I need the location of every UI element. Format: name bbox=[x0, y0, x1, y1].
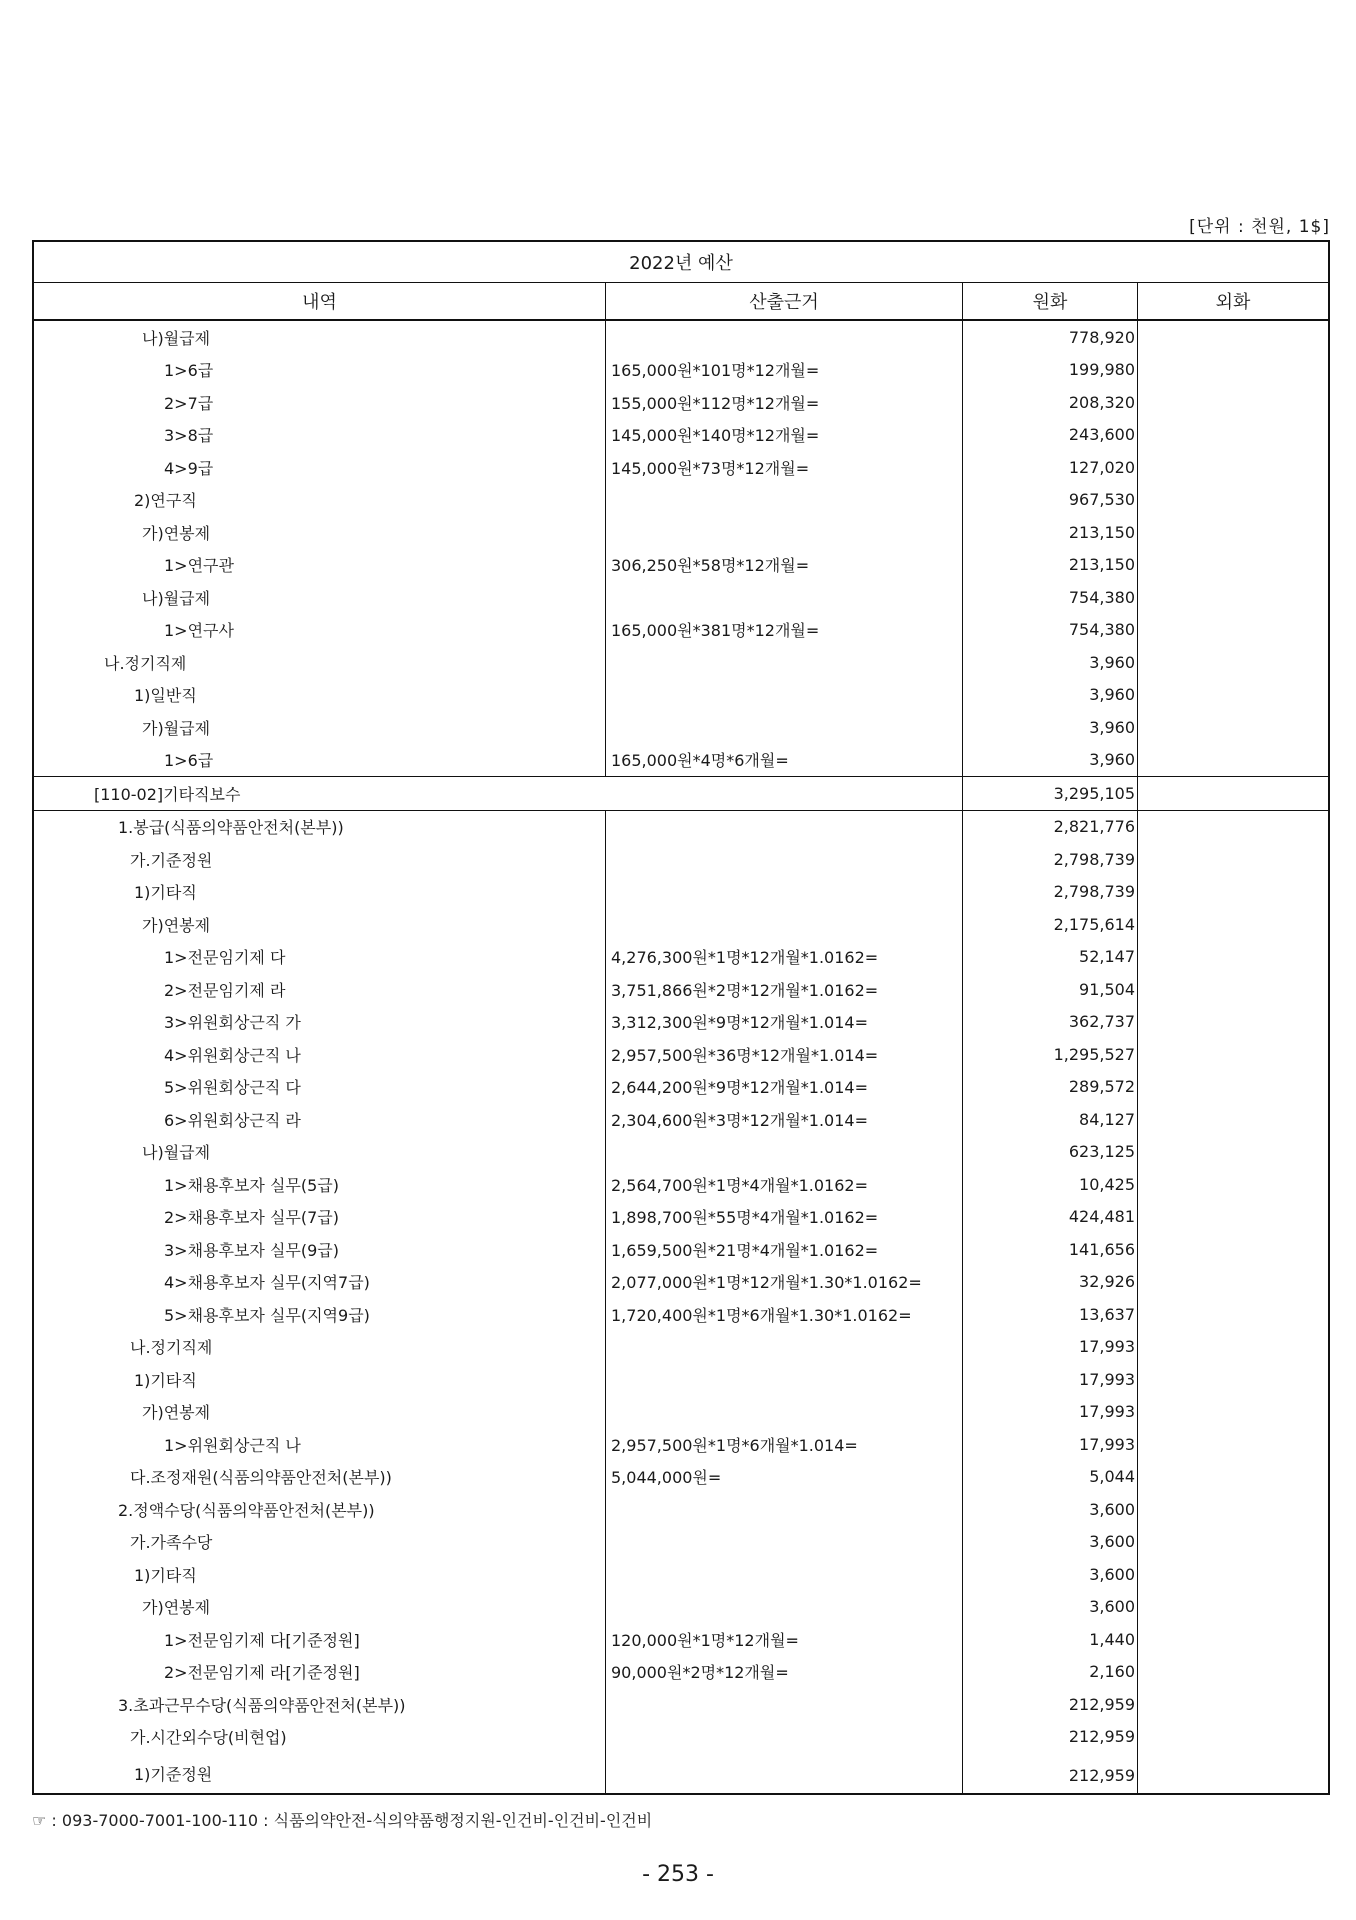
row-description: 가.가족수당 bbox=[130, 1533, 213, 1553]
table-row bbox=[34, 876, 1328, 909]
row-description: 2>7급 bbox=[164, 393, 214, 413]
row-description: 가)연봉제 bbox=[142, 915, 211, 935]
row-amount-krw: 199,980 bbox=[1068, 360, 1135, 380]
row-amount-krw: 91,504 bbox=[1079, 979, 1135, 999]
table-row bbox=[34, 1688, 1328, 1721]
row-amount-foreign bbox=[1137, 1526, 1328, 1559]
row-description: 3>위원회상근직 가 bbox=[164, 1013, 301, 1033]
row-description: 가)월급제 bbox=[142, 718, 211, 738]
table-row bbox=[34, 646, 1328, 679]
row-basis bbox=[605, 843, 962, 876]
row-basis bbox=[605, 1753, 962, 1793]
column-divider bbox=[1137, 777, 1138, 810]
row-amount-foreign bbox=[1137, 1363, 1328, 1396]
table-row bbox=[34, 614, 1328, 647]
table-row bbox=[34, 973, 1328, 1006]
row-basis bbox=[605, 811, 962, 844]
row-amount-foreign bbox=[1137, 419, 1328, 452]
row-amount-foreign bbox=[1137, 908, 1328, 941]
column-divider bbox=[962, 811, 963, 1794]
row-amount-foreign bbox=[1137, 1071, 1328, 1104]
unit-label: [단위 : 천원, 1$] bbox=[1189, 217, 1330, 237]
row-amount-krw: 17,993 bbox=[1079, 1434, 1135, 1454]
row-amount-krw: 623,125 bbox=[1068, 1142, 1135, 1162]
row-amount-krw: 127,020 bbox=[1068, 457, 1135, 477]
table-row bbox=[34, 843, 1328, 876]
row-amount-foreign bbox=[1137, 581, 1328, 614]
row-basis: 145,000원*73명*12개월= bbox=[611, 458, 810, 478]
row-amount-foreign bbox=[1137, 1558, 1328, 1591]
table-row bbox=[34, 777, 1328, 810]
row-description: 1>전문임기제 다[기준정원] bbox=[164, 1630, 360, 1650]
row-description: 1)일반직 bbox=[134, 686, 197, 706]
row-amount-krw: 32,926 bbox=[1079, 1272, 1135, 1292]
row-amount-foreign bbox=[1137, 1006, 1328, 1039]
row-description: 1)기준정원 bbox=[134, 1765, 213, 1784]
row-amount-foreign bbox=[1137, 711, 1328, 744]
row-amount-krw: 213,150 bbox=[1068, 522, 1135, 542]
row-basis: 165,000원*4명*6개월= bbox=[611, 751, 789, 771]
row-description: 1>위원회상근직 나 bbox=[164, 1435, 301, 1455]
row-amount-krw: 84,127 bbox=[1079, 1109, 1135, 1129]
row-basis: 2,957,500원*1명*6개월*1.014= bbox=[611, 1435, 858, 1455]
row-description: 5>채용후보자 실무(지역9급) bbox=[164, 1305, 370, 1325]
row-description: 2)연구직 bbox=[134, 491, 197, 511]
row-amount-krw: 1,440 bbox=[1089, 1629, 1135, 1649]
row-basis: 90,000원*2명*12개월= bbox=[611, 1663, 789, 1683]
row-amount-krw: 3,600 bbox=[1089, 1564, 1135, 1584]
row-amount-foreign bbox=[1137, 1753, 1328, 1793]
table-row bbox=[34, 1136, 1328, 1169]
row-description: [110-02]기타직보수 bbox=[94, 784, 241, 804]
row-description: 2>채용후보자 실무(7급) bbox=[164, 1208, 339, 1228]
row-amount-foreign bbox=[1137, 1201, 1328, 1234]
row-amount-krw: 208,320 bbox=[1068, 392, 1135, 412]
row-amount-foreign bbox=[1137, 679, 1328, 712]
row-amount-foreign bbox=[1137, 1136, 1328, 1169]
row-amount-foreign bbox=[1137, 646, 1328, 679]
row-basis bbox=[605, 679, 962, 712]
table-row bbox=[34, 1331, 1328, 1364]
row-amount-foreign bbox=[1137, 1168, 1328, 1201]
row-amount-krw: 2,160 bbox=[1089, 1662, 1135, 1682]
row-basis: 165,000원*101명*12개월= bbox=[611, 361, 820, 381]
row-basis: 1,898,700원*55명*4개월*1.0162= bbox=[611, 1208, 879, 1228]
row-basis: 3,751,866원*2명*12개월*1.0162= bbox=[611, 980, 879, 1000]
table-row bbox=[34, 1006, 1328, 1039]
table-row bbox=[34, 581, 1328, 614]
header-krw: 원화 bbox=[962, 283, 1137, 319]
table-row bbox=[34, 1753, 1328, 1793]
row-amount-foreign bbox=[1137, 1591, 1328, 1624]
table-row bbox=[34, 1298, 1328, 1331]
table-row bbox=[34, 941, 1328, 974]
row-amount-foreign bbox=[1137, 777, 1328, 810]
row-description: 1)기타직 bbox=[134, 1370, 197, 1390]
row-amount-krw: 3,960 bbox=[1089, 717, 1135, 737]
row-amount-foreign bbox=[1137, 1331, 1328, 1364]
row-amount-krw: 13,637 bbox=[1079, 1304, 1135, 1324]
row-amount-krw: 2,821,776 bbox=[1053, 817, 1135, 837]
row-amount-foreign bbox=[1137, 1233, 1328, 1266]
row-basis bbox=[605, 1136, 962, 1169]
row-amount-krw: 754,380 bbox=[1068, 620, 1135, 640]
row-amount-foreign bbox=[1137, 744, 1328, 777]
row-description: 1)기타직 bbox=[134, 883, 197, 903]
row-amount-foreign bbox=[1137, 1656, 1328, 1689]
header-basis: 산출근거 bbox=[605, 283, 962, 319]
row-amount-foreign bbox=[1137, 811, 1328, 844]
column-divider bbox=[605, 811, 606, 1794]
row-description: 1>연구관 bbox=[164, 556, 234, 576]
row-description: 가.기준정원 bbox=[130, 850, 213, 870]
row-basis: 2,644,200원*9명*12개월*1.014= bbox=[611, 1078, 869, 1098]
table-row bbox=[34, 1363, 1328, 1396]
row-amount-foreign bbox=[1137, 1298, 1328, 1331]
row-description: 2>전문임기제 라[기준정원] bbox=[164, 1663, 360, 1683]
table-section bbox=[34, 321, 1328, 776]
row-description: 3>8급 bbox=[164, 426, 214, 446]
row-description: 가.시간외수당(비현업) bbox=[130, 1728, 287, 1748]
table-row bbox=[34, 1558, 1328, 1591]
row-amount-krw: 778,920 bbox=[1068, 327, 1135, 347]
table-section bbox=[34, 810, 1328, 1794]
row-amount-krw: 213,150 bbox=[1068, 555, 1135, 575]
table-body bbox=[34, 321, 1328, 1793]
row-amount-krw: 967,530 bbox=[1068, 490, 1135, 510]
row-description: 1>전문임기제 다 bbox=[164, 948, 286, 968]
table-row bbox=[34, 1591, 1328, 1624]
table-row bbox=[34, 1623, 1328, 1656]
table-row bbox=[34, 1071, 1328, 1104]
row-amount-foreign bbox=[1137, 1266, 1328, 1299]
row-amount-krw: 3,600 bbox=[1089, 1499, 1135, 1519]
table-row bbox=[34, 1656, 1328, 1689]
row-amount-krw: 3,600 bbox=[1089, 1597, 1135, 1617]
row-amount-krw: 2,175,614 bbox=[1053, 914, 1135, 934]
row-amount-foreign bbox=[1137, 549, 1328, 582]
row-amount-krw: 17,993 bbox=[1079, 1402, 1135, 1422]
table-row bbox=[34, 549, 1328, 582]
row-amount-foreign bbox=[1137, 1103, 1328, 1136]
row-basis bbox=[605, 711, 962, 744]
row-amount-krw: 3,960 bbox=[1089, 750, 1135, 770]
row-basis bbox=[605, 908, 962, 941]
table-row bbox=[34, 451, 1328, 484]
row-amount-krw: 3,960 bbox=[1089, 652, 1135, 672]
table-row bbox=[34, 386, 1328, 419]
row-amount-krw: 2,798,739 bbox=[1053, 849, 1135, 869]
table-header bbox=[34, 283, 1328, 321]
row-description: 1)기타직 bbox=[134, 1565, 197, 1585]
row-basis bbox=[605, 646, 962, 679]
row-basis: 1,659,500원*21명*4개월*1.0162= bbox=[611, 1240, 879, 1260]
row-basis: 5,044,000원= bbox=[611, 1468, 722, 1488]
row-amount-krw: 3,600 bbox=[1089, 1532, 1135, 1552]
table-row bbox=[34, 354, 1328, 387]
row-description: 나.정기직제 bbox=[104, 653, 187, 673]
table-row bbox=[34, 811, 1328, 844]
row-amount-krw: 212,959 bbox=[1068, 1727, 1135, 1747]
row-amount-krw: 424,481 bbox=[1068, 1207, 1135, 1227]
table-row bbox=[34, 1233, 1328, 1266]
row-amount-krw: 5,044 bbox=[1089, 1467, 1135, 1487]
row-amount-foreign bbox=[1137, 1493, 1328, 1526]
row-description: 6>위원회상근직 라 bbox=[164, 1110, 301, 1130]
row-description: 나)월급제 bbox=[142, 328, 211, 348]
row-amount-foreign bbox=[1137, 876, 1328, 909]
table-row bbox=[34, 321, 1328, 354]
row-basis: 2,304,600원*3명*12개월*1.014= bbox=[611, 1110, 869, 1130]
row-amount-foreign bbox=[1137, 386, 1328, 419]
row-basis bbox=[605, 1591, 962, 1624]
row-amount-krw: 3,960 bbox=[1089, 685, 1135, 705]
row-basis bbox=[605, 1558, 962, 1591]
row-amount-krw: 212,959 bbox=[1068, 1766, 1135, 1785]
row-amount-krw: 3,295,105 bbox=[1053, 783, 1135, 803]
row-description: 1>6급 bbox=[164, 751, 214, 771]
row-amount-krw: 10,425 bbox=[1079, 1174, 1135, 1194]
table-row bbox=[34, 1526, 1328, 1559]
column-divider bbox=[962, 777, 963, 810]
page-number: - 253 - bbox=[642, 1862, 714, 1887]
row-amount-krw: 362,737 bbox=[1068, 1012, 1135, 1032]
row-amount-foreign bbox=[1137, 484, 1328, 517]
row-amount-foreign bbox=[1137, 1428, 1328, 1461]
table-row bbox=[34, 1428, 1328, 1461]
row-description: 3>채용후보자 실무(9급) bbox=[164, 1240, 339, 1260]
row-description: 4>채용후보자 실무(지역7급) bbox=[164, 1273, 370, 1293]
row-amount-foreign bbox=[1137, 973, 1328, 1006]
row-description: 가)연봉제 bbox=[142, 1403, 211, 1423]
row-amount-foreign bbox=[1137, 1038, 1328, 1071]
row-basis: 3,312,300원*9명*12개월*1.014= bbox=[611, 1013, 869, 1033]
row-amount-foreign bbox=[1137, 843, 1328, 876]
table-row bbox=[34, 1396, 1328, 1429]
row-description: 나)월급제 bbox=[142, 1143, 211, 1163]
row-basis: 2,564,700원*1명*4개월*1.0162= bbox=[611, 1175, 869, 1195]
row-basis: 2,957,500원*36명*12개월*1.014= bbox=[611, 1045, 879, 1065]
row-amount-foreign bbox=[1137, 451, 1328, 484]
row-amount-foreign bbox=[1137, 1721, 1328, 1754]
table-title: 2022년 예산 bbox=[34, 242, 1328, 283]
row-amount-foreign bbox=[1137, 354, 1328, 387]
row-description: 1>6급 bbox=[164, 361, 214, 381]
table-row bbox=[34, 419, 1328, 452]
header-description: 내역 bbox=[302, 292, 337, 313]
row-basis bbox=[605, 484, 962, 517]
row-amount-krw: 2,798,739 bbox=[1053, 882, 1135, 902]
row-description: 나)월급제 bbox=[142, 588, 211, 608]
table-row bbox=[34, 1721, 1328, 1754]
row-basis: 165,000원*381명*12개월= bbox=[611, 621, 820, 641]
row-basis bbox=[605, 876, 962, 909]
row-description: 1>연구사 bbox=[164, 621, 234, 641]
row-amount-foreign bbox=[1137, 1396, 1328, 1429]
row-description: 5>위원회상근직 다 bbox=[164, 1078, 301, 1098]
row-amount-krw: 1,295,527 bbox=[1053, 1044, 1135, 1064]
row-description: 3.초과근무수당(식품의약품안전처(본부)) bbox=[118, 1695, 406, 1715]
row-amount-krw: 141,656 bbox=[1068, 1239, 1135, 1259]
row-basis bbox=[605, 777, 962, 810]
row-basis: 120,000원*1명*12개월= bbox=[611, 1630, 799, 1650]
row-amount-krw: 17,993 bbox=[1079, 1337, 1135, 1357]
row-amount-foreign bbox=[1137, 1623, 1328, 1656]
row-basis bbox=[605, 1396, 962, 1429]
row-basis: 1,720,400원*1명*6개월*1.30*1.0162= bbox=[611, 1305, 912, 1325]
row-amount-krw: 289,572 bbox=[1068, 1077, 1135, 1097]
table-row bbox=[34, 744, 1328, 777]
row-basis bbox=[605, 1331, 962, 1364]
column-divider bbox=[1137, 811, 1138, 1794]
row-basis: 145,000원*140명*12개월= bbox=[611, 426, 820, 446]
row-amount-krw: 17,993 bbox=[1079, 1369, 1135, 1389]
header-foreign: 외화 bbox=[1137, 283, 1328, 319]
row-amount-foreign bbox=[1137, 614, 1328, 647]
row-basis bbox=[605, 581, 962, 614]
table-row bbox=[34, 711, 1328, 744]
row-basis: 4,276,300원*1명*12개월*1.0162= bbox=[611, 948, 879, 968]
row-amount-foreign bbox=[1137, 1688, 1328, 1721]
table-row bbox=[34, 516, 1328, 549]
row-description: 1>채용후보자 실무(5급) bbox=[164, 1175, 339, 1195]
row-basis bbox=[605, 1526, 962, 1559]
table-row bbox=[34, 1266, 1328, 1299]
row-basis: 2,077,000원*1명*12개월*1.30*1.0162= bbox=[611, 1273, 922, 1293]
table-row bbox=[34, 1038, 1328, 1071]
row-description: 가)연봉제 bbox=[142, 523, 211, 543]
row-description: 1.봉급(식품의약품안전처(본부)) bbox=[118, 818, 344, 838]
row-amount-krw: 243,600 bbox=[1068, 425, 1135, 445]
row-description: 가)연봉제 bbox=[142, 1598, 211, 1618]
row-basis bbox=[605, 1688, 962, 1721]
table-row bbox=[34, 484, 1328, 517]
row-basis bbox=[605, 516, 962, 549]
table-section bbox=[34, 776, 1328, 810]
row-amount-krw: 754,380 bbox=[1068, 587, 1135, 607]
row-amount-krw: 212,959 bbox=[1068, 1694, 1135, 1714]
row-description: 4>위원회상근직 나 bbox=[164, 1045, 301, 1065]
row-amount-foreign bbox=[1137, 1461, 1328, 1494]
footer-note: ☞ : 093-7000-7001-100-110 : 식품의약안전-식의약품행정지원-인건비-인건비-인건비 bbox=[32, 1811, 653, 1830]
column-divider bbox=[1137, 321, 1138, 776]
table-row bbox=[34, 1168, 1328, 1201]
column-divider bbox=[962, 321, 963, 776]
row-amount-foreign bbox=[1137, 941, 1328, 974]
table-row bbox=[34, 1201, 1328, 1234]
row-basis: 306,250원*58명*12개월= bbox=[611, 556, 810, 576]
row-amount-foreign bbox=[1137, 321, 1328, 354]
row-basis: 155,000원*112명*12개월= bbox=[611, 393, 820, 413]
row-description: 2.정액수당(식품의약품안전처(본부)) bbox=[118, 1500, 375, 1520]
row-basis bbox=[605, 1721, 962, 1754]
row-description: 4>9급 bbox=[164, 458, 214, 478]
row-amount-krw: 52,147 bbox=[1079, 947, 1135, 967]
table-row bbox=[34, 908, 1328, 941]
table-row bbox=[34, 1103, 1328, 1136]
table-row bbox=[34, 679, 1328, 712]
row-basis bbox=[605, 1363, 962, 1396]
row-basis bbox=[605, 321, 962, 354]
row-amount-foreign bbox=[1137, 516, 1328, 549]
budget-table bbox=[32, 240, 1330, 1795]
row-description: 2>전문임기제 라 bbox=[164, 980, 286, 1000]
row-description: 다.조정재원(식품의약품안전처(본부)) bbox=[130, 1468, 392, 1488]
row-basis bbox=[605, 1493, 962, 1526]
column-divider bbox=[605, 321, 606, 776]
table-row bbox=[34, 1493, 1328, 1526]
table-row bbox=[34, 1461, 1328, 1494]
row-description: 나.정기직제 bbox=[130, 1338, 213, 1358]
